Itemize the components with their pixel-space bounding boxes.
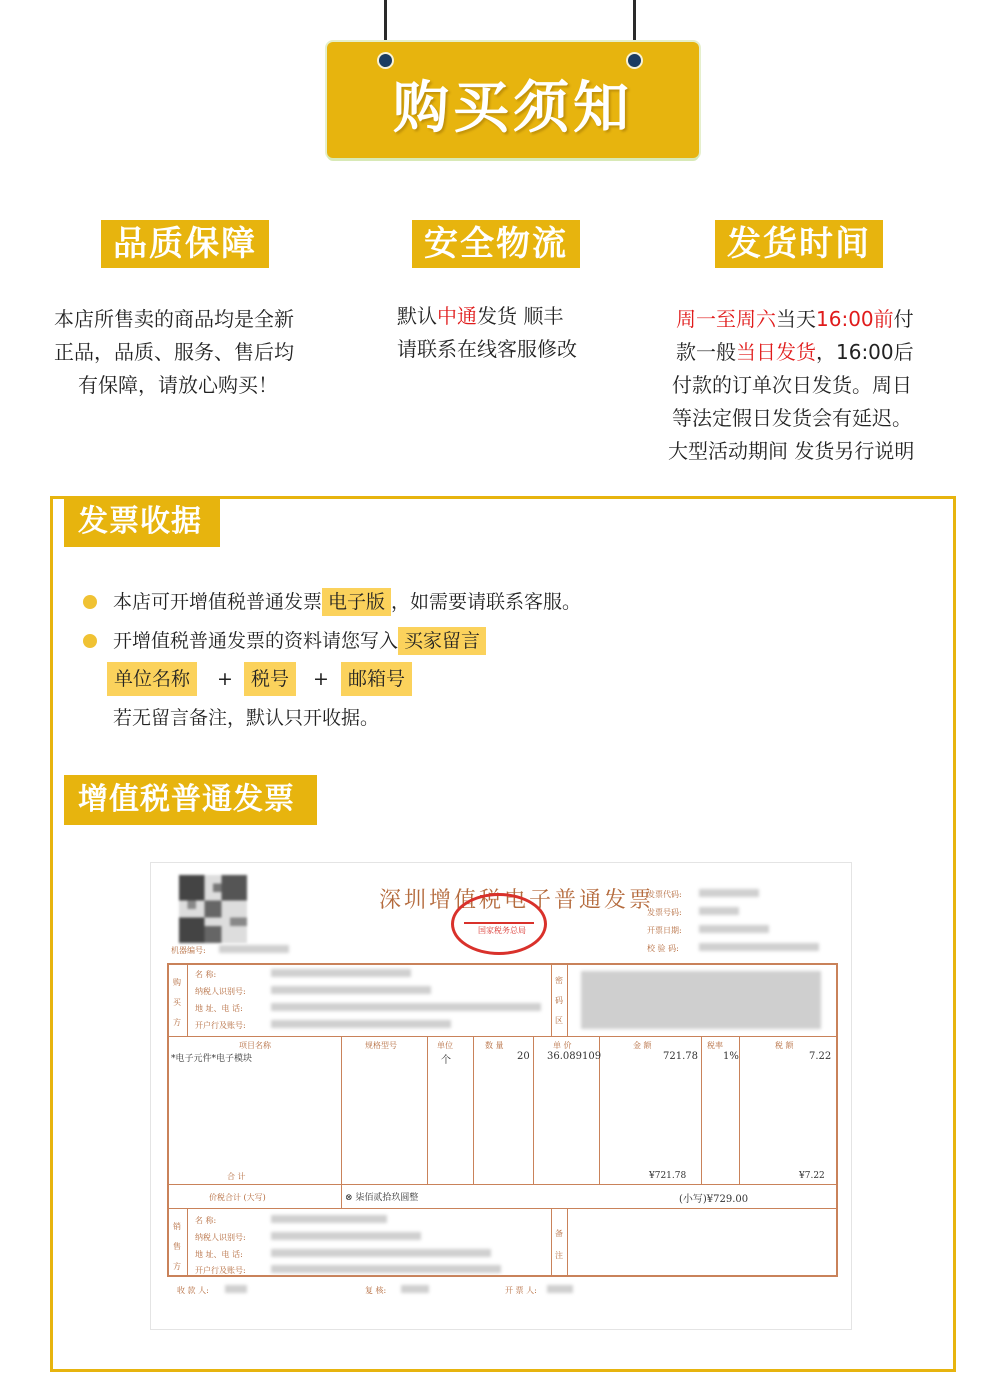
date-value: [699, 925, 769, 933]
plus-sign: +: [313, 668, 329, 690]
receipt-line2: [113, 627, 486, 655]
border: [167, 1184, 837, 1185]
issuer-label: 开 票 人:: [505, 1286, 537, 1295]
feature-shipping-title: 发货时间: [715, 220, 883, 268]
pin-right-icon: [626, 52, 643, 69]
seller-side: 销 售 方: [173, 1222, 181, 1271]
seller-addr-value: [271, 1249, 491, 1257]
payee-label: 收 款 人:: [177, 1286, 209, 1295]
border: [167, 963, 837, 965]
feature-quality-line: 本店所售卖的商品均是全新: [54, 307, 294, 331]
machine-label: 机器编号:: [171, 946, 206, 955]
tag-company-name: 单位名称: [107, 662, 197, 696]
col-rate: 税率: [707, 1041, 723, 1050]
text: 付: [893, 307, 914, 331]
border: [836, 963, 838, 1277]
qr-code-icon: [179, 875, 247, 943]
page-title: 购买须知: [393, 76, 633, 141]
item-price: 36.089109: [547, 1051, 602, 1062]
seller-name-value: [271, 1215, 387, 1223]
review-label: 复 核:: [365, 1286, 387, 1295]
machine-value: [219, 945, 289, 953]
cipher-value: [581, 971, 821, 1029]
col-amount: 金 额: [633, 1041, 652, 1050]
border: [739, 1036, 740, 1184]
grand-small: (小写)¥729.00: [679, 1194, 749, 1205]
feature-logistics-line1: [397, 300, 627, 333]
seller-bank-value: [271, 1265, 501, 1273]
highlight-buyer-message: 买家留言: [398, 627, 486, 655]
buyer-bank-label: 开户行及账号:: [195, 1021, 246, 1030]
text: ，16:00后: [816, 340, 914, 364]
text: 开增值税普通发票的资料请您写入: [113, 630, 399, 652]
code-value: [699, 889, 759, 897]
num-value: [699, 907, 739, 915]
bullet-icon: [83, 634, 97, 648]
text: 款一般: [676, 340, 736, 364]
grand-words-text: 柒佰贰拾玖圆整: [355, 1193, 419, 1203]
invoice-title: 深圳增值税电子普通发票: [379, 888, 655, 913]
feature-shipping-line3: 付款的订单次日发货。周日: [672, 373, 912, 397]
text: 发货 顺丰: [477, 304, 564, 328]
border: [567, 963, 568, 1036]
text: 当天: [776, 307, 816, 331]
feature-quality-line: 正品，品质、服务、售后均: [54, 340, 294, 364]
feature-shipping-line1: [676, 303, 972, 336]
text: 周一至周六: [676, 307, 776, 331]
feature-logistics-title: 安全物流: [412, 220, 580, 268]
item-name: *电子元件*电子模块: [171, 1054, 253, 1064]
text: 当日发货: [736, 340, 816, 364]
total-label: 合 计: [227, 1172, 246, 1181]
seller-bank-label: 开户行及账号:: [195, 1266, 246, 1275]
grand-words: ⊗ 柒佰贰拾玖圆整: [345, 1193, 419, 1203]
issuer-value: [547, 1285, 573, 1293]
col-unit: 单位: [437, 1041, 453, 1050]
highlight-electronic: 电子版: [322, 588, 391, 616]
text: 本店可开增值税普通发票: [113, 591, 323, 613]
border: [473, 1036, 474, 1184]
buyer-bank-value: [271, 1020, 451, 1028]
feature-shipping-line4: 等法定假日发货会有延迟。: [672, 406, 912, 430]
item-qty: 20: [517, 1051, 530, 1062]
text: 默认: [397, 304, 437, 328]
bullet-icon: [83, 595, 97, 609]
border: [427, 1036, 428, 1184]
col-tax: 税 额: [775, 1041, 794, 1050]
feature-shipping-text: [668, 303, 972, 468]
border: [567, 1208, 568, 1275]
tax-seal-icon: [451, 893, 547, 955]
plus-sign: +: [217, 668, 233, 690]
cipher-side: 密 码 区: [555, 976, 563, 1025]
seller-name-label: 名 称:: [195, 1216, 217, 1225]
border: [341, 1036, 342, 1208]
border: [167, 963, 169, 1277]
border: [701, 1036, 702, 1184]
col-spec: 规格型号: [365, 1041, 397, 1050]
border: [187, 963, 188, 1036]
buyer-addr-value: [271, 1003, 541, 1011]
seller-taxid-label: 纳税人识别号:: [195, 1233, 246, 1242]
receipt-note: 若无留言备注，默认只开收据。: [113, 707, 380, 729]
feature-logistics-line2: 请联系在线客服修改: [397, 337, 577, 361]
item-unit: 个: [441, 1055, 451, 1066]
item-rate: 1%: [723, 1051, 739, 1062]
tag-tax-id: 税号: [244, 662, 296, 696]
col-qty: 数 量: [485, 1041, 504, 1050]
buyer-name-value: [271, 969, 411, 977]
border: [187, 1208, 188, 1275]
buyer-taxid-value: [271, 986, 431, 994]
grand-label: 价税合计 (大写): [209, 1193, 266, 1202]
feature-shipping-line5: 大型活动期间 发货另行说明: [668, 439, 915, 463]
courier-zto: 中通: [437, 304, 477, 328]
num-label: 发票号码:: [647, 908, 682, 917]
seller-taxid-value: [271, 1232, 421, 1240]
border: [167, 1275, 837, 1277]
feature-quality-line: 有保障，请放心购买！: [78, 373, 278, 397]
item-tax: 7.22: [809, 1051, 832, 1062]
code-label: 发票代码:: [647, 890, 682, 899]
border: [551, 1208, 552, 1275]
vat-title: 增值税普通发票: [64, 775, 317, 825]
buyer-side: 购 买 方: [173, 978, 181, 1027]
payee-value: [225, 1285, 247, 1293]
pin-left-icon: [377, 52, 394, 69]
border: [533, 1036, 534, 1184]
border: [167, 1208, 837, 1209]
invoice-image: [150, 862, 852, 1330]
total-tax: ¥7.22: [799, 1171, 825, 1181]
receipt-title: 发票收据: [64, 497, 220, 547]
border: [551, 963, 552, 1036]
feature-quality-title: 品质保障: [101, 220, 269, 268]
check-value: [699, 943, 819, 951]
feature-quality-text: [54, 303, 344, 402]
receipt-line1: [113, 588, 581, 616]
border: [167, 1036, 837, 1037]
feature-logistics-text: [397, 300, 627, 366]
col-item: 项目名称: [239, 1041, 271, 1050]
review-value: [401, 1285, 429, 1293]
tag-email: 邮箱号: [341, 662, 412, 696]
remark-side: 备 注: [555, 1229, 563, 1260]
item-amount: 721.78: [663, 1051, 698, 1062]
seller-addr-label: 地 址、电 话:: [195, 1250, 243, 1259]
text: 16:00前: [816, 307, 894, 331]
buyer-taxid-label: 纳税人识别号:: [195, 987, 246, 996]
col-price: 单 价: [553, 1041, 572, 1050]
buyer-addr-label: 地 址、电 话:: [195, 1004, 243, 1013]
seal-text: 国家税务总局: [478, 926, 526, 935]
text: ，如需要请联系客服。: [391, 591, 582, 613]
buyer-name-label: 名 称:: [195, 970, 217, 979]
feature-shipping-line2: [676, 336, 972, 369]
check-label: 校 验 码:: [647, 944, 679, 953]
date-label: 开票日期:: [647, 926, 682, 935]
total-amount: ¥721.78: [649, 1171, 687, 1181]
